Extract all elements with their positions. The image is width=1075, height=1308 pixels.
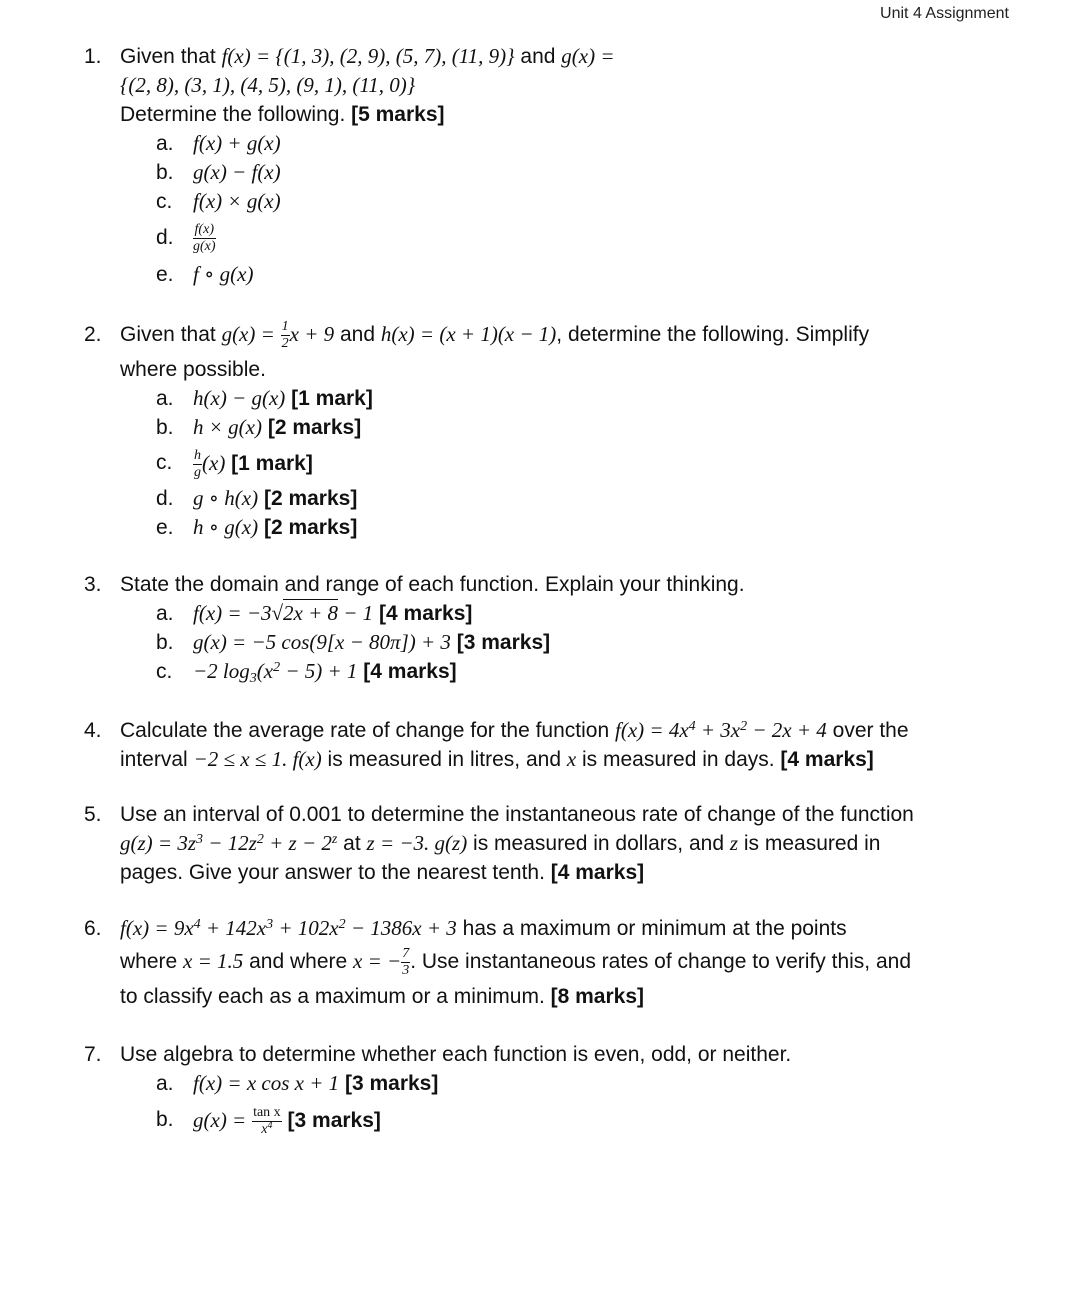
math-expression: x = − — [353, 949, 402, 974]
question-number: 7. — [84, 1043, 102, 1066]
question-text: interval — [120, 748, 194, 771]
math-expression: f(x) × g(x) — [193, 189, 281, 213]
math-expression: + z − 2 — [263, 831, 332, 855]
subpart-letter: a. — [156, 602, 174, 625]
marks-label: [3 marks] — [456, 631, 551, 654]
question-text: Calculate the average rate of change for the function — [120, 719, 615, 742]
marks-label: [3 marks] — [287, 1109, 381, 1132]
question-text: Use algebra to determine whether each function is even, odd, or neither. — [120, 1043, 792, 1066]
fraction — [252, 1106, 282, 1137]
marks-label: [8 marks] — [550, 985, 645, 1008]
exponent: 2 — [338, 917, 346, 932]
fraction-denominator — [252, 1119, 282, 1137]
marks-label: [4 marks] — [379, 602, 473, 625]
fraction-numerator: 1 — [281, 319, 289, 334]
subpart-b — [156, 413, 1024, 442]
math-expression: {(2, 8), (3, 1), (4, 5), (9, 1), (11, 0)} — [120, 73, 416, 97]
question-number: 5. — [84, 803, 102, 826]
question-number: 2. — [84, 323, 102, 346]
fraction-denominator: 2 — [281, 336, 289, 351]
math-expression: (x) — [202, 451, 226, 475]
subpart-letter: d. — [156, 226, 174, 249]
fraction-denominator: g(x) — [193, 238, 216, 254]
fraction-numerator: tan x — [253, 1104, 281, 1120]
marks-label: [3 marks] — [344, 1072, 439, 1095]
subpart-e — [156, 260, 1024, 289]
math-expression: z = −3. g(z) — [366, 831, 468, 855]
math-expression: x = 1.5 — [183, 949, 244, 974]
subpart-a — [156, 599, 1024, 628]
math-expression: g(x) = — [221, 322, 275, 347]
math-expression: g(x) − f(x) — [193, 160, 281, 184]
math-expression: −2 ≤ x ≤ 1. f(x) — [193, 747, 322, 771]
question-text: and where — [243, 950, 354, 974]
math-expression: − 12z — [203, 831, 257, 855]
question-text: is measured in litres, and — [321, 748, 567, 771]
question-text: is measured in dollars, and — [467, 832, 730, 855]
math-expression: f(x) = 9x — [120, 916, 194, 940]
question-text: Given that — [120, 323, 222, 347]
question-text: , determine the following. Simplify — [556, 323, 870, 347]
subpart-e — [156, 513, 1024, 542]
math-expression: g(x) = — [561, 44, 615, 68]
exponent: 2 — [273, 660, 281, 675]
subpart-d — [156, 484, 1024, 513]
math-expression: −2 log — [193, 659, 250, 683]
math-expression: f(x) = −3 — [193, 601, 272, 625]
math-expression: z — [729, 831, 739, 855]
math-expression: + 3x — [695, 718, 741, 742]
subpart-letter: d. — [156, 487, 174, 510]
math-expression: f(x) = {(1, 3), (2, 9), (5, 7), (11, 9)} — [221, 44, 515, 68]
marks-label: [4 marks] — [550, 861, 645, 884]
subpart-letter: a. — [156, 387, 174, 410]
math-expression: − 2x + 4 — [747, 718, 827, 742]
question-7 — [84, 1040, 1024, 1142]
math-expression: f(x) = x cos x + 1 — [193, 1071, 340, 1095]
marks-label: [2 marks] — [263, 487, 358, 510]
fraction-numerator: 7 — [402, 946, 410, 961]
question-1 — [84, 42, 1024, 289]
subpart-letter: c. — [156, 451, 173, 474]
math-expression: f ∘ g(x) — [193, 262, 254, 286]
math-expression: x — [566, 747, 577, 771]
marks-label: [4 marks] — [363, 660, 457, 683]
math-expression: − 5) + 1 — [280, 659, 358, 683]
question-text: Given that — [120, 45, 222, 68]
marks-label: [2 marks] — [263, 516, 358, 539]
question-number: 1. — [84, 45, 102, 68]
question-2 — [84, 320, 1024, 542]
exponent: 4 — [688, 719, 696, 734]
subpart-b — [156, 628, 1024, 657]
subpart-d — [156, 216, 1024, 260]
math-expression: + 102x — [273, 916, 339, 940]
question-number: 4. — [84, 719, 102, 742]
math-expression: h(x) = (x + 1)(x − 1) — [380, 322, 557, 347]
question-text: pages. Give your answer to the nearest tenth. — [120, 861, 551, 884]
question-text: where — [120, 950, 184, 974]
fraction-numerator: f(x) — [194, 221, 214, 237]
math-expression: g(x) = — [193, 1108, 247, 1132]
fraction — [193, 449, 202, 480]
exponent: 2 — [740, 719, 748, 734]
marks-label: [4 marks] — [780, 748, 874, 771]
subpart-letter: a. — [156, 132, 174, 155]
math-expression: h × g(x) — [193, 415, 262, 439]
math-expression: f(x) + g(x) — [193, 131, 281, 155]
math-expression: h(x) − g(x) — [193, 386, 286, 410]
math-expression: x + 9 — [289, 322, 335, 347]
question-text: where possible. — [120, 358, 266, 381]
exponent: 2 — [256, 832, 264, 847]
subpart-letter: a. — [156, 1072, 174, 1095]
subpart-letter: b. — [156, 161, 174, 184]
subpart-a — [156, 1069, 1024, 1098]
question-text: over the — [826, 719, 909, 742]
subpart-letter: b. — [156, 416, 174, 439]
page-header: Unit 4 Assignment — [880, 5, 1009, 22]
question-text: State the domain and range of each function. Explain your thinking. — [120, 573, 745, 596]
math-expression: − 1386x + 3 — [345, 916, 457, 940]
subpart-a — [156, 384, 1024, 413]
marks-label: [1 mark] — [231, 452, 313, 475]
math-expression: − 1 — [338, 601, 374, 625]
subpart-b — [156, 158, 1024, 187]
question-6 — [84, 914, 1024, 1011]
question-text: and — [514, 45, 562, 68]
math-expression: + 142x — [200, 916, 267, 940]
fraction — [193, 223, 216, 254]
fraction-denominator-base: x — [261, 1121, 268, 1137]
question-text: is measured in — [738, 832, 881, 855]
question-text: at — [337, 832, 367, 855]
sqrt-sign: √ — [271, 601, 284, 625]
math-expression: g ∘ h(x) — [193, 486, 259, 510]
subpart-b — [156, 1098, 1024, 1142]
subpart-letter: c. — [156, 190, 173, 213]
exponent: 3 — [196, 832, 204, 847]
question-text: to classify each as a maximum or a minimum. — [120, 985, 551, 1008]
question-text: . Use instantaneous rates of change to verify this, and — [410, 950, 911, 974]
question-text: and — [334, 323, 381, 347]
math-expression: (x — [256, 659, 274, 683]
subpart-c — [156, 442, 1024, 484]
math-expression: g(x) = −5 cos(9[x − 80π]) + 3 — [193, 630, 451, 654]
fraction-denominator: 3 — [402, 963, 410, 978]
fraction-denominator: g — [194, 464, 201, 480]
sqrt-radicand: 2x + 8 — [283, 601, 339, 625]
exponent: 4 — [193, 917, 201, 932]
marks-label: [5 marks] — [351, 103, 445, 126]
question-3 — [84, 570, 1024, 686]
exponent: z — [331, 832, 338, 847]
question-text: Determine the following. — [120, 103, 352, 126]
exponent: 3 — [266, 917, 274, 932]
marks-label: [1 mark] — [291, 387, 373, 410]
subpart-letter: b. — [156, 631, 174, 654]
subpart-letter: b. — [156, 1108, 174, 1131]
question-text: has a maximum or minimum at the points — [456, 917, 847, 940]
question-number: 6. — [84, 917, 102, 940]
fraction — [401, 947, 410, 978]
marks-label: [2 marks] — [267, 416, 362, 439]
log-base: 3 — [249, 671, 257, 686]
subpart-letter: e. — [156, 263, 174, 286]
subpart-letter: c. — [156, 660, 173, 683]
subpart-c — [156, 657, 1024, 686]
exponent: 4 — [267, 1119, 273, 1131]
question-4 — [84, 716, 1024, 774]
question-text: is measured in days. — [576, 748, 781, 771]
math-expression: f(x) = 4x — [615, 718, 689, 742]
fraction — [281, 320, 290, 351]
fraction-numerator: h — [194, 447, 201, 463]
subpart-c — [156, 187, 1024, 216]
subpart-a — [156, 129, 1024, 158]
question-number: 3. — [84, 573, 102, 596]
math-expression: h ∘ g(x) — [193, 515, 259, 539]
subpart-letter: e. — [156, 516, 174, 539]
question-text: Use an interval of 0.001 to determine the instantaneous rate of change of the function — [120, 803, 914, 826]
question-5 — [84, 800, 1024, 887]
math-expression: g(z) = 3z — [120, 831, 197, 855]
